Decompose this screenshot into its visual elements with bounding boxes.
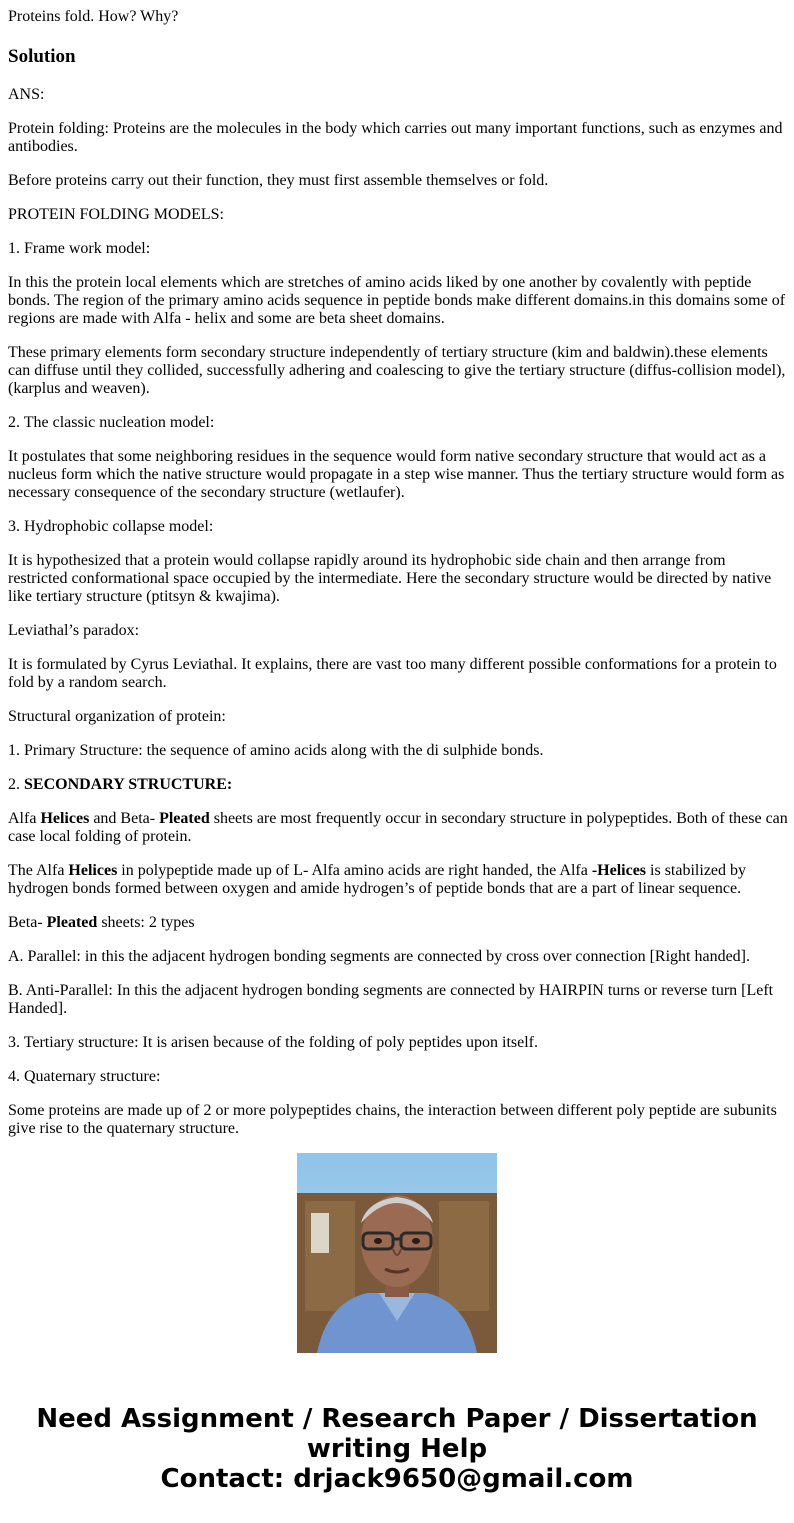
bold-span: Helices — [40, 810, 90, 827]
text-span: sheets: 2 types — [97, 914, 195, 931]
paragraph-quaternary-description: Some proteins are made up of 2 or more polypeptides chains, the interaction between different poly peptide are subunits give rise to the quaternary structure. — [8, 1102, 777, 1137]
paragraph-protein-folding: Protein folding: Proteins are the molecules in the body which carries out many important functions, such as enzymes and antibodies. — [8, 120, 783, 155]
text-span: Alfa — [8, 810, 41, 827]
text-span: is stabilized by hydrogen bonds formed between oxygen and amide hydrogen’s of peptide bonds that are a part of linear sequence. — [8, 862, 747, 897]
secondary-structure-title — [8, 776, 788, 794]
secondary-number: 2. — [8, 776, 24, 793]
solution-heading: Solution — [8, 46, 76, 67]
question-text: Proteins fold. How? Why? — [8, 8, 179, 25]
paragraph-beta-types — [8, 914, 788, 932]
bold-span: Helices — [68, 862, 118, 879]
model-3-title: 3. Hydrophobic collapse model: — [8, 518, 214, 535]
text-span: The Alfa — [8, 862, 69, 879]
secondary-label: SECONDARY STRUCTURE: — [24, 776, 233, 793]
promo-contact[interactable]: Contact: drjack9650@gmail.com — [160, 1464, 634, 1494]
text-span: Beta- — [8, 914, 47, 931]
promo-line-1: Need Assignment / Research Paper / Dissertation — [36, 1404, 758, 1434]
solution-document — [8, 8, 788, 1137]
text-span: and Beta- — [89, 810, 160, 827]
promo-banner — [0, 1404, 794, 1494]
paragraph-before-function: Before proteins carry out their function, they must first assemble themselves or fold. — [8, 172, 549, 189]
structural-organization-title: Structural organization of protein: — [8, 708, 226, 725]
model-1-title: 1. Frame work model: — [8, 240, 151, 257]
paragraph-anti-parallel: B. Anti-Parallel: In this the adjacent hydrogen bonding segments are connected by HAIRPIN turns or reverse turn [Left Handed]. — [8, 982, 774, 1017]
model-3-description: It is hypothesized that a protein would collapse rapidly around its hydrophobic side chain and then arrange from restricted conformational space occupied by the intermediate. Here the secondary structure would be directed by native like tertiary structure (ptitsyn & kwajima). — [8, 552, 772, 605]
heading-folding-models: PROTEIN FOLDING MODELS: — [8, 206, 224, 223]
bold-span: Pleated — [46, 914, 98, 931]
paragraph-quaternary-title: 4. Quaternary structure: — [8, 1068, 161, 1085]
avatar — [297, 1153, 497, 1353]
paragraph-alfa-beta — [8, 810, 788, 846]
text-span: in polypeptide made up of L- Alfa amino acids are right handed, the Alfa — [117, 862, 592, 879]
paragraph-parallel: A. Parallel: in this the adjacent hydrogen bonding segments are connected by cross over connection [Right handed]. — [8, 948, 751, 965]
paradox-description: It is formulated by Cyrus Leviathal. It explains, there are vast too many different possible conformations for a protein to fold by a random search. — [8, 656, 777, 691]
model-1-description: In this the protein local elements which are stretches of amino acids liked by one another by covalently with peptide bonds. The region of the primary amino acids sequence in peptide bonds make different domains.in this domains some of regions are made with Alfa - helix and some are beta sheet domains. — [8, 274, 786, 327]
promo-line-2: writing Help — [306, 1434, 488, 1464]
text-span: sheets are most frequently occur in secondary structure in polypeptides. Both of these can case local folding of protein. — [8, 810, 788, 845]
model-2-title: 2. The classic nucleation model: — [8, 414, 215, 431]
paragraph-alfa-helices — [8, 862, 788, 898]
avatar-portrait-icon — [297, 1153, 497, 1353]
bold-span: Pleated — [159, 810, 210, 827]
answer-label: ANS: — [8, 86, 45, 103]
model-1-description-2: These primary elements form secondary structure independently of tertiary structure (kim and baldwin).these elements can diffuse until they collided, successfully adhering and coalescing to give the tertiary structure (diffus-collision model), (karplus and weaven). — [8, 344, 786, 397]
primary-structure: 1. Primary Structure: the sequence of amino acids along with the di sulphide bonds. — [8, 742, 544, 759]
bold-span: -Helices — [591, 862, 647, 879]
model-2-description: It postulates that some neighboring residues in the sequence would form native secondary structure that would act as a nucleus form which the native structure would propagate in a step wise manner. Thus the tertiary structure would form as necessary consequence of the secondary structure (wetlaufer). — [8, 448, 785, 501]
paragraph-tertiary: 3. Tertiary structure: It is arisen because of the folding of poly peptides upon itself. — [8, 1034, 538, 1051]
paradox-title: Leviathal’s paradox: — [8, 622, 140, 639]
